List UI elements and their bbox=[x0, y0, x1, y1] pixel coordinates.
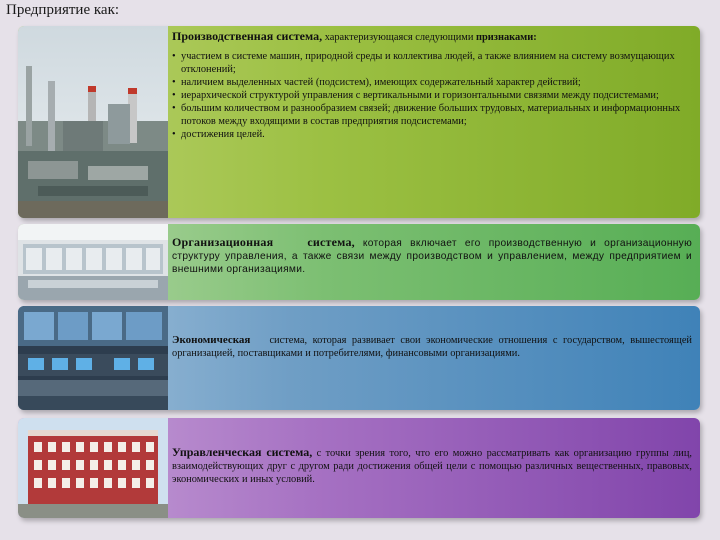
bullet-icon: • bbox=[172, 90, 176, 101]
list-item bbox=[172, 89, 692, 102]
list-item bbox=[172, 102, 692, 128]
card-management-system bbox=[18, 418, 700, 518]
card-production-system bbox=[18, 26, 700, 218]
card-organizational-text bbox=[172, 236, 692, 276]
card-production-text bbox=[172, 30, 692, 141]
card-lead-bold: признаками: bbox=[476, 32, 537, 43]
card-heading-word: система, bbox=[307, 235, 355, 249]
card-heading: Производственная система, bbox=[172, 29, 323, 43]
list-item-text: достижения целей. bbox=[181, 129, 265, 140]
card-heading: Управленческая система, bbox=[172, 445, 313, 459]
card-heading: Экономическая bbox=[172, 334, 251, 346]
card-heading-word: система, bbox=[269, 335, 308, 346]
list-item-text: иерархической структурой управления с вертикальными и горизонтальными связями между подсистемами; bbox=[181, 90, 659, 101]
list-item-text: участием в системе машин, природной среды и коллектива людей, а также влиянием на систему возмущающих отклонений; bbox=[181, 51, 675, 75]
bullet-icon: • bbox=[172, 51, 176, 62]
bullet-icon: • bbox=[172, 129, 176, 140]
control-room-photo bbox=[18, 306, 168, 410]
card-economic-system bbox=[18, 306, 700, 410]
list-item bbox=[172, 50, 692, 76]
slide-title: Предприятие как: bbox=[6, 2, 120, 18]
card-management-text bbox=[172, 446, 692, 486]
card-economic-text bbox=[172, 334, 692, 360]
server-room-photo bbox=[18, 224, 168, 300]
office-building-photo bbox=[18, 418, 168, 518]
bullet-icon: • bbox=[172, 77, 176, 88]
card-heading: Организационная bbox=[172, 235, 274, 249]
list-item-text: наличием выделенных частей (подсистем), имеющих содержательный характер действий; bbox=[181, 77, 581, 88]
list-item bbox=[172, 128, 692, 141]
list-item-text: большим количеством и разнообразием связей; движение больших трудовых, материальных и информационных потоков между входящими в состав предприятия подсистемами; bbox=[181, 103, 681, 127]
refinery-photo bbox=[18, 26, 168, 218]
list-item bbox=[172, 76, 692, 89]
card-organizational-system bbox=[18, 224, 700, 300]
card-body: с точки зрения того, что его можно рассматривать как организацию группы лиц, взаимодействующих друг с другом ради достижения общей цели с помощью различных вещественных, правовых, экономических и иных условий. bbox=[172, 448, 692, 485]
card-lead: характеризующаяся следующими bbox=[322, 32, 477, 43]
card-body: которая развивает свои экономические отношения с государством, вышестоящей организацией, поставщиками и потребителями, финансовыми организациями. bbox=[172, 335, 692, 359]
card-body: которая включает его производственную и организационную структуру управления, а также связи между производством и управлением, между предприятием и внешними организациями. bbox=[172, 238, 693, 275]
bullet-icon: • bbox=[172, 103, 176, 114]
